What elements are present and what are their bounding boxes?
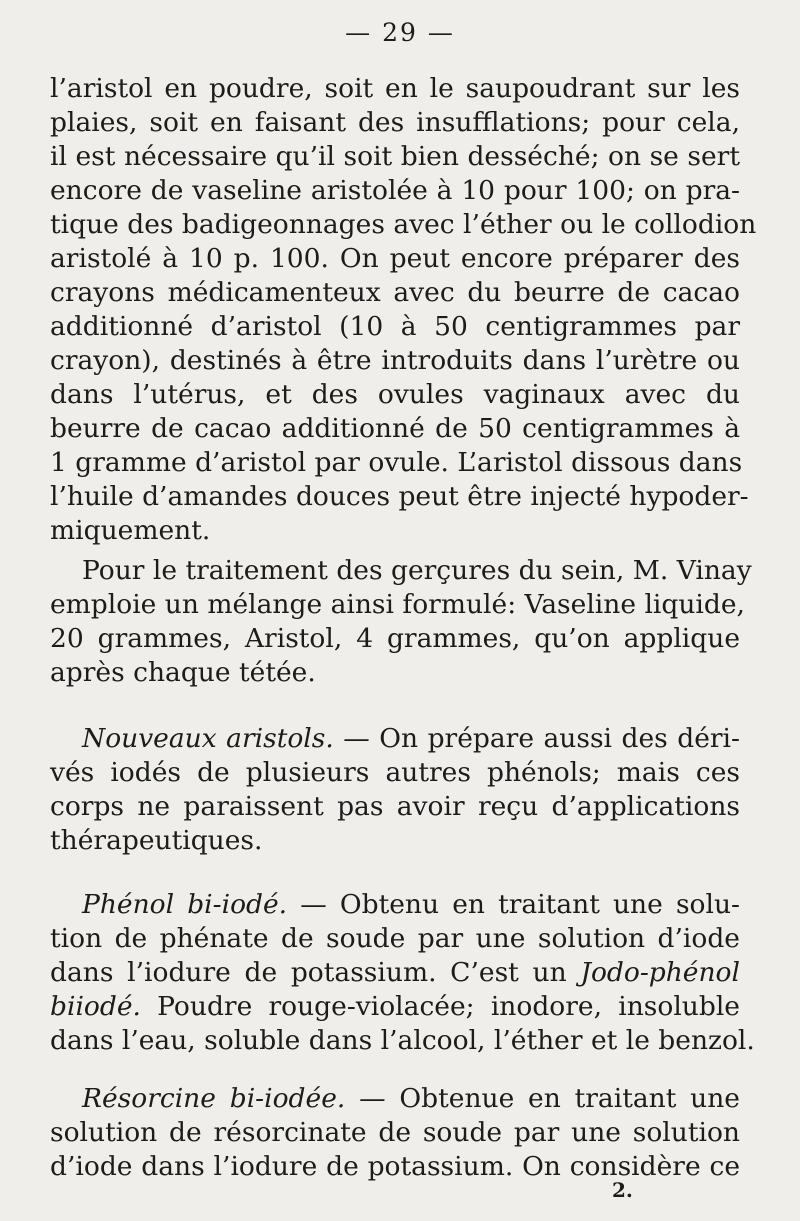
text-line: Pour le traitement des gerçures du sein, M. Vinay bbox=[82, 555, 752, 586]
signature-mark: 2. bbox=[612, 1178, 633, 1202]
text-line: dans l’iodure de potassium. C’est un Jodo-phénol bbox=[50, 957, 740, 988]
text-line: beurre de cacao additionné de 50 centigrammes à bbox=[50, 413, 740, 444]
text-line: biiodé. Poudre rouge-violacée; inodore, insoluble bbox=[50, 991, 740, 1022]
text-line: tion de phénate de soude par une solution d’iode bbox=[50, 923, 740, 954]
text-line: crayon), destinés à être introduits dans l’urètre ou bbox=[50, 345, 740, 376]
section-title: Nouveaux aristols. bbox=[82, 723, 334, 754]
text-line: solution de résorcinate de soude par une solution bbox=[50, 1117, 740, 1148]
section-title: Résorcine bi-iodée. bbox=[82, 1083, 346, 1114]
text-line: dans l’eau, soluble dans l’alcool, l’éther et le benzol. bbox=[50, 1025, 755, 1056]
section-heading-line: Nouveaux aristols. — On prépare aussi des déri- bbox=[82, 723, 740, 754]
text-line: dans l’utérus, et des ovules vaginaux avec du bbox=[50, 379, 740, 410]
text-line: tique des badigeonnages avec l’éther ou le collodion bbox=[50, 209, 757, 240]
text-line: d’iode dans l’iodure de potassium. On considère ce bbox=[50, 1151, 740, 1182]
section-title: Phénol bi-iodé. bbox=[82, 889, 288, 920]
text-line: emploie un mélange ainsi formulé: Vaseline liquide, bbox=[50, 589, 745, 620]
page-number: — 29 — bbox=[345, 18, 455, 47]
text-line: 1 gramme d’aristol par ovule. L’aristol dissous dans bbox=[50, 447, 743, 478]
text-line: thérapeutiques. bbox=[50, 825, 263, 856]
text-line: corps ne paraissent pas avoir reçu d’applications bbox=[50, 791, 740, 822]
text-line: crayons médicamenteux avec du beurre de cacao bbox=[50, 277, 740, 308]
section-heading-line: Phénol bi-iodé. — Obtenu en traitant une solu- bbox=[82, 889, 740, 920]
text-line: aristolé à 10 p. 100. On peut encore préparer des bbox=[50, 243, 740, 274]
text-line: l’huile d’amandes douces peut être injecté hypoder- bbox=[50, 481, 749, 512]
text-line: additionné d’aristol (10 à 50 centigrammes par bbox=[50, 311, 740, 342]
text-line: après chaque tétée. bbox=[50, 657, 316, 688]
text-line: miquement. bbox=[50, 515, 211, 546]
text-line: 20 grammes, Aristol, 4 grammes, qu’on applique bbox=[50, 623, 740, 654]
text-line: il est nécessaire qu’il soit bien desséché; on se sert bbox=[50, 141, 740, 172]
section-heading-line: Résorcine bi-iodée. — Obtenue en traitant une bbox=[82, 1083, 740, 1114]
text-line: l’aristol en poudre, soit en le saupoudrant sur les bbox=[50, 73, 740, 104]
text-line: encore de vaseline aristolée à 10 pour 100; on pra- bbox=[50, 175, 740, 206]
text-line: vés iodés de plusieurs autres phénols; mais ces bbox=[50, 757, 740, 788]
text-line: plaies, soit en faisant des insufflations; pour cela, bbox=[50, 107, 740, 138]
